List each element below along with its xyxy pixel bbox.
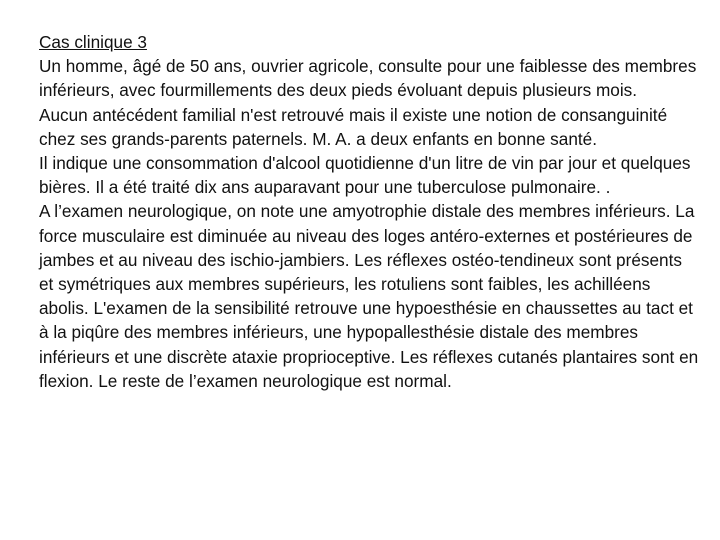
paragraph-habits: Il indique une consommation d'alcool quotidienne d'un litre de vin par jour et quelques bières. Il a été traité dix ans auparavant pour une tuberculose pulmonaire. . (39, 153, 691, 198)
case-title: Cas clinique 3 (39, 32, 147, 52)
paragraph-history: Un homme, âgé de 50 ans, ouvrier agricole, consulte pour une faiblesse des membres inférieurs, avec fourmillements des deux pieds évoluant depuis plusieurs mois. (39, 56, 697, 101)
paragraph-neurological-exam: A l’examen neurologique, on note une amyotrophie distale des membres inférieurs. La force musculaire est diminuée au niveau des loges antéro-externes et postérieures de jambes et au niveau des ischio-jambiers. Les réflexes ostéo-tendineux sont présents et symétriques aux membres supérieurs, les rotuliens sont faibles, les achilléens abolis. L'examen de la sensibilité retrouve une hypoesthésie en chaussettes au tact et à la piqûre des membres inférieurs, une hypopallesthésie distale des membres inférieurs et une discrète ataxie proprioceptive. Les réflexes cutanés plantaires sont en flexion. Le reste de l’examen neurologique est normal. (39, 201, 699, 391)
paragraph-family-history: Aucun antécédent familial n'est retrouvé mais il existe une notion de consanguinité chez ses grands-parents paternels. M. A. a deux enfants en bonne santé. (39, 104, 668, 149)
